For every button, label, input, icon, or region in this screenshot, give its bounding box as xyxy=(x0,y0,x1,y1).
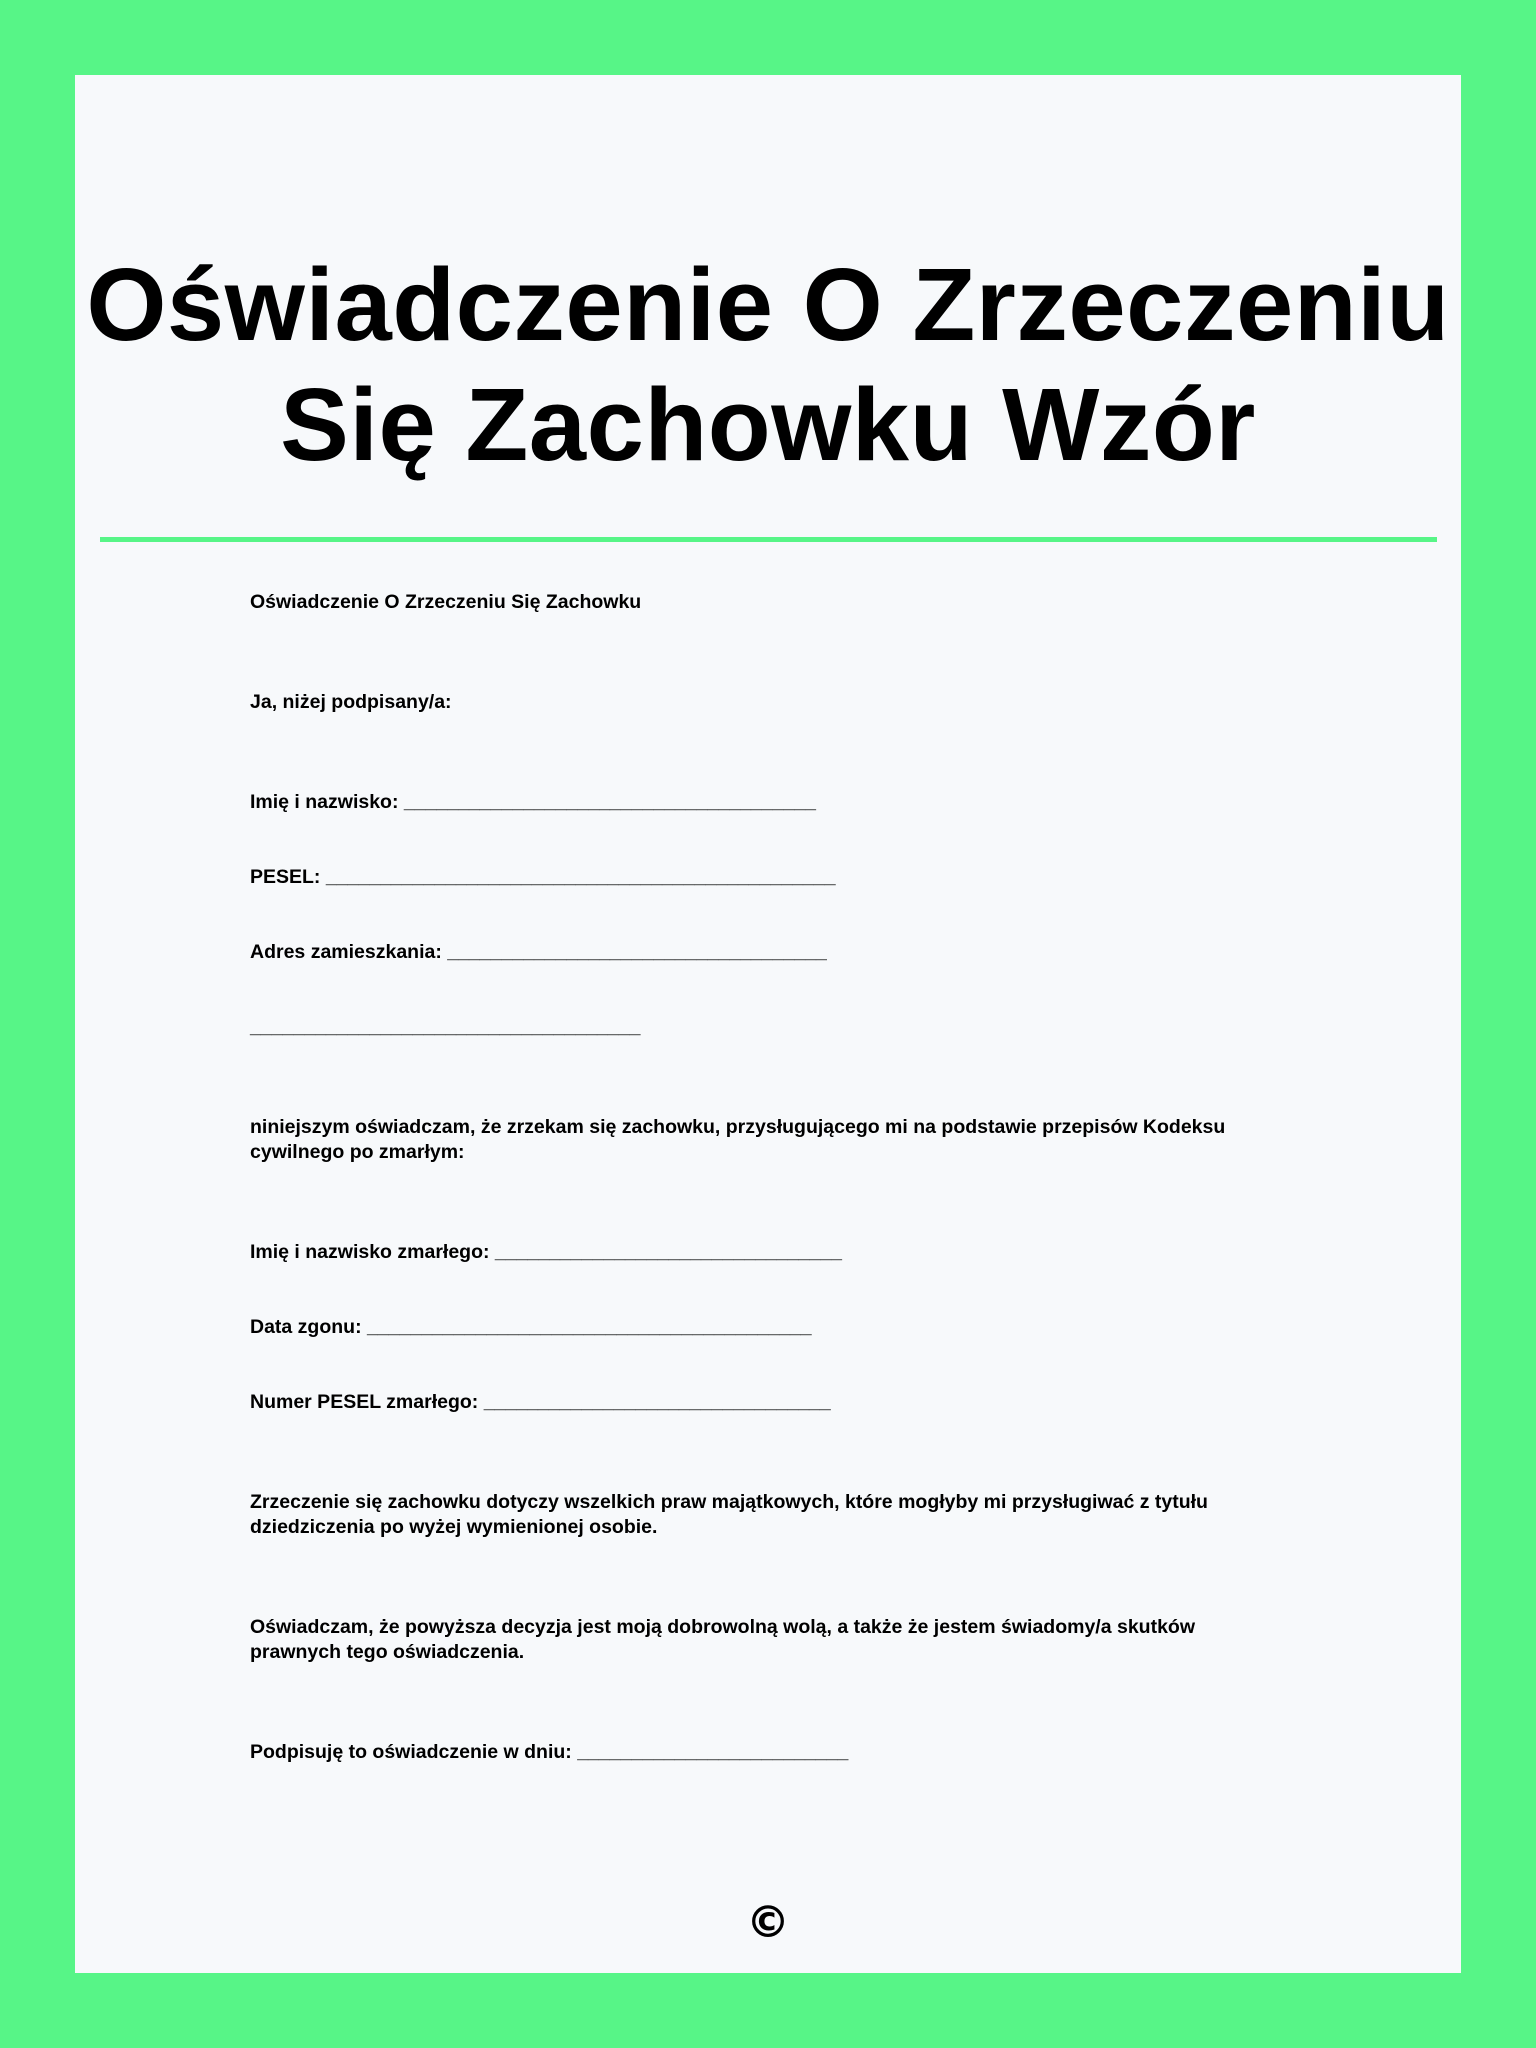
signature-date-field-line: Podpisuję to oświadczenie w dniu: _________________________ xyxy=(250,1741,849,1763)
address-field-line: Adres zamieszkania: ___________________________________ xyxy=(250,941,827,963)
deceased-pesel-field-line: Numer PESEL zmarłego: ________________________________ xyxy=(250,1391,831,1413)
voluntary-paragraph: Oświadczam, że powyższa decyzja jest moją dobrowolną wolą, a także że jestem świadomy/a skutków prawnych tego oświadczenia. xyxy=(250,1616,1195,1663)
title-divider xyxy=(100,537,1437,542)
deceased-name-field-line: Imię i nazwisko zmarłego: ________________________________ xyxy=(250,1241,842,1263)
intro-line: Ja, niżej podpisany/a: xyxy=(250,691,452,713)
name-field-line: Imię i nazwisko: ______________________________________ xyxy=(250,791,816,813)
copyright-icon: © xyxy=(746,1897,790,1948)
date-of-death-field-line: Data zgonu: _________________________________________ xyxy=(250,1316,812,1338)
declaration-paragraph: niniejszym oświadczam, że zrzekam się zachowku, przysługującego mi na podstawie przepisów Kodeksu cywilnego po zmarłym: xyxy=(250,1116,1226,1163)
statement-heading: Oświadczenie O Zrzeczeniu Się Zachowku xyxy=(250,591,642,613)
pesel-field-line: PESEL: _______________________________________________ xyxy=(250,866,836,888)
document-title: Oświadczenie O Zrzeczeniu Się Zachowku Wzór xyxy=(86,247,1450,482)
address-continuation-line: ____________________________________ xyxy=(250,1016,641,1038)
scope-paragraph: Zrzeczenie się zachowku dotyczy wszelkich praw majątkowych, które mogłyby mi przysługiwać z tytułu dziedziczenia po wyżej wymienionej osobie. xyxy=(250,1491,1208,1538)
document-page xyxy=(75,75,1461,1973)
